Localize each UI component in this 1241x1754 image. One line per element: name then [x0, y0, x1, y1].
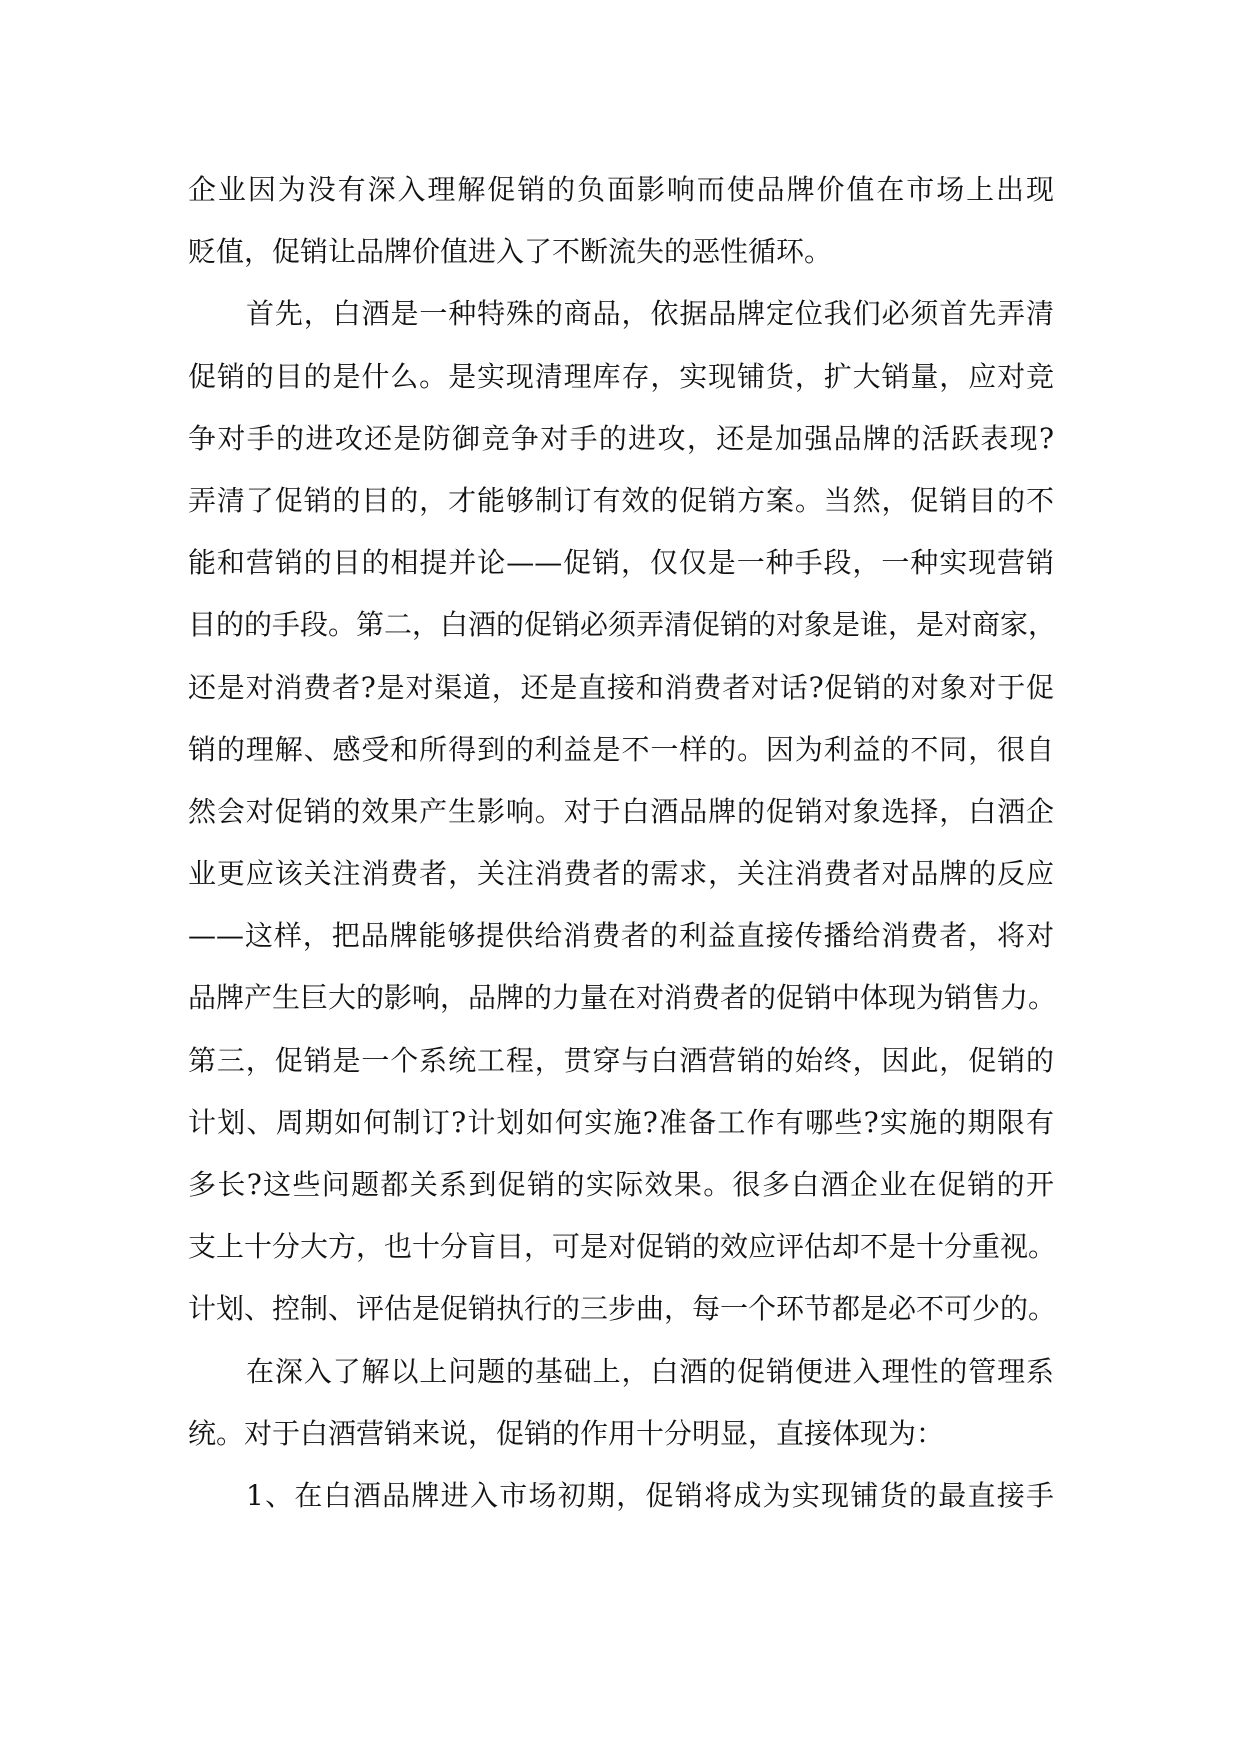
text-line: 能和营销的目的相提并论——促销，仅仅是一种手段，一种实现营销 [188, 546, 1054, 580]
text-line: 计划、控制、评估是促销执行的三步曲，每一个环节都是必不可少的。 [188, 1292, 1057, 1326]
text-line: 业更应该关注消费者，关注消费者的需求，关注消费者对品牌的反应 [188, 857, 1054, 891]
text-line: 企业因为没有深入理解促销的负面影响而使品牌价值在市场上出现 [188, 173, 1054, 206]
text-line: 贬值，促销让品牌价值进入了不断流失的恶性循环。 [188, 235, 833, 269]
text-line: 销的理解、感受和所得到的利益是不一样的。因为利益的不同，很自 [188, 732, 1054, 766]
text-line: 然会对促销的效果产生影响。对于白酒品牌的促销对象选择，白酒企 [188, 794, 1054, 828]
text-line: 第三，促销是一个系统工程，贯穿与白酒营销的始终，因此，促销的 [188, 1043, 1054, 1077]
text-line: 1、在白酒品牌进入市场初期，促销将成为实现铺货的最直接手 [246, 1478, 1054, 1512]
text-line: 统。对于白酒营销来说，促销的作用十分明显，直接体现为： [188, 1416, 945, 1450]
text-line: 目的的手段。第二，白酒的促销必须弄清促销的对象是谁，是对商家， [188, 608, 1057, 642]
text-line: 计划、周期如何制订?计划如何实施?准备工作有哪些?实施的期限有 [188, 1105, 1054, 1139]
text-line: ——这样，把品牌能够提供给消费者的利益直接传播给消费者，将对 [188, 919, 1054, 953]
text-line: 品牌产生巨大的影响，品牌的力量在对消费者的促销中体现为销售力。 [188, 981, 1057, 1015]
text-line: 还是对消费者?是对渠道，还是直接和消费者对话?促销的对象对于促 [188, 670, 1054, 704]
text-line: 首先，白酒是一种特殊的商品，依据品牌定位我们必须首先弄清 [246, 297, 1054, 331]
text-line: 支上十分大方，也十分盲目，可是对促销的效应评估却不是十分重视。 [188, 1230, 1057, 1264]
text-line: 弄清了促销的目的，才能够制订有效的促销方案。当然，促销目的不 [188, 483, 1054, 517]
text-line: 争对手的进攻还是防御竞争对手的进攻，还是加强品牌的活跃表现? [188, 421, 1054, 455]
body-text [188, 159, 1057, 1527]
text-line: 促销的目的是什么。是实现清理库存，实现铺货，扩大销量，应对竞 [188, 359, 1054, 393]
text-line: 多长?这些问题都关系到促销的实际效果。很多白酒企业在促销的开 [188, 1168, 1054, 1201]
text-line: 在深入了解以上问题的基础上，白酒的促销便进入理性的管理系 [246, 1354, 1054, 1388]
